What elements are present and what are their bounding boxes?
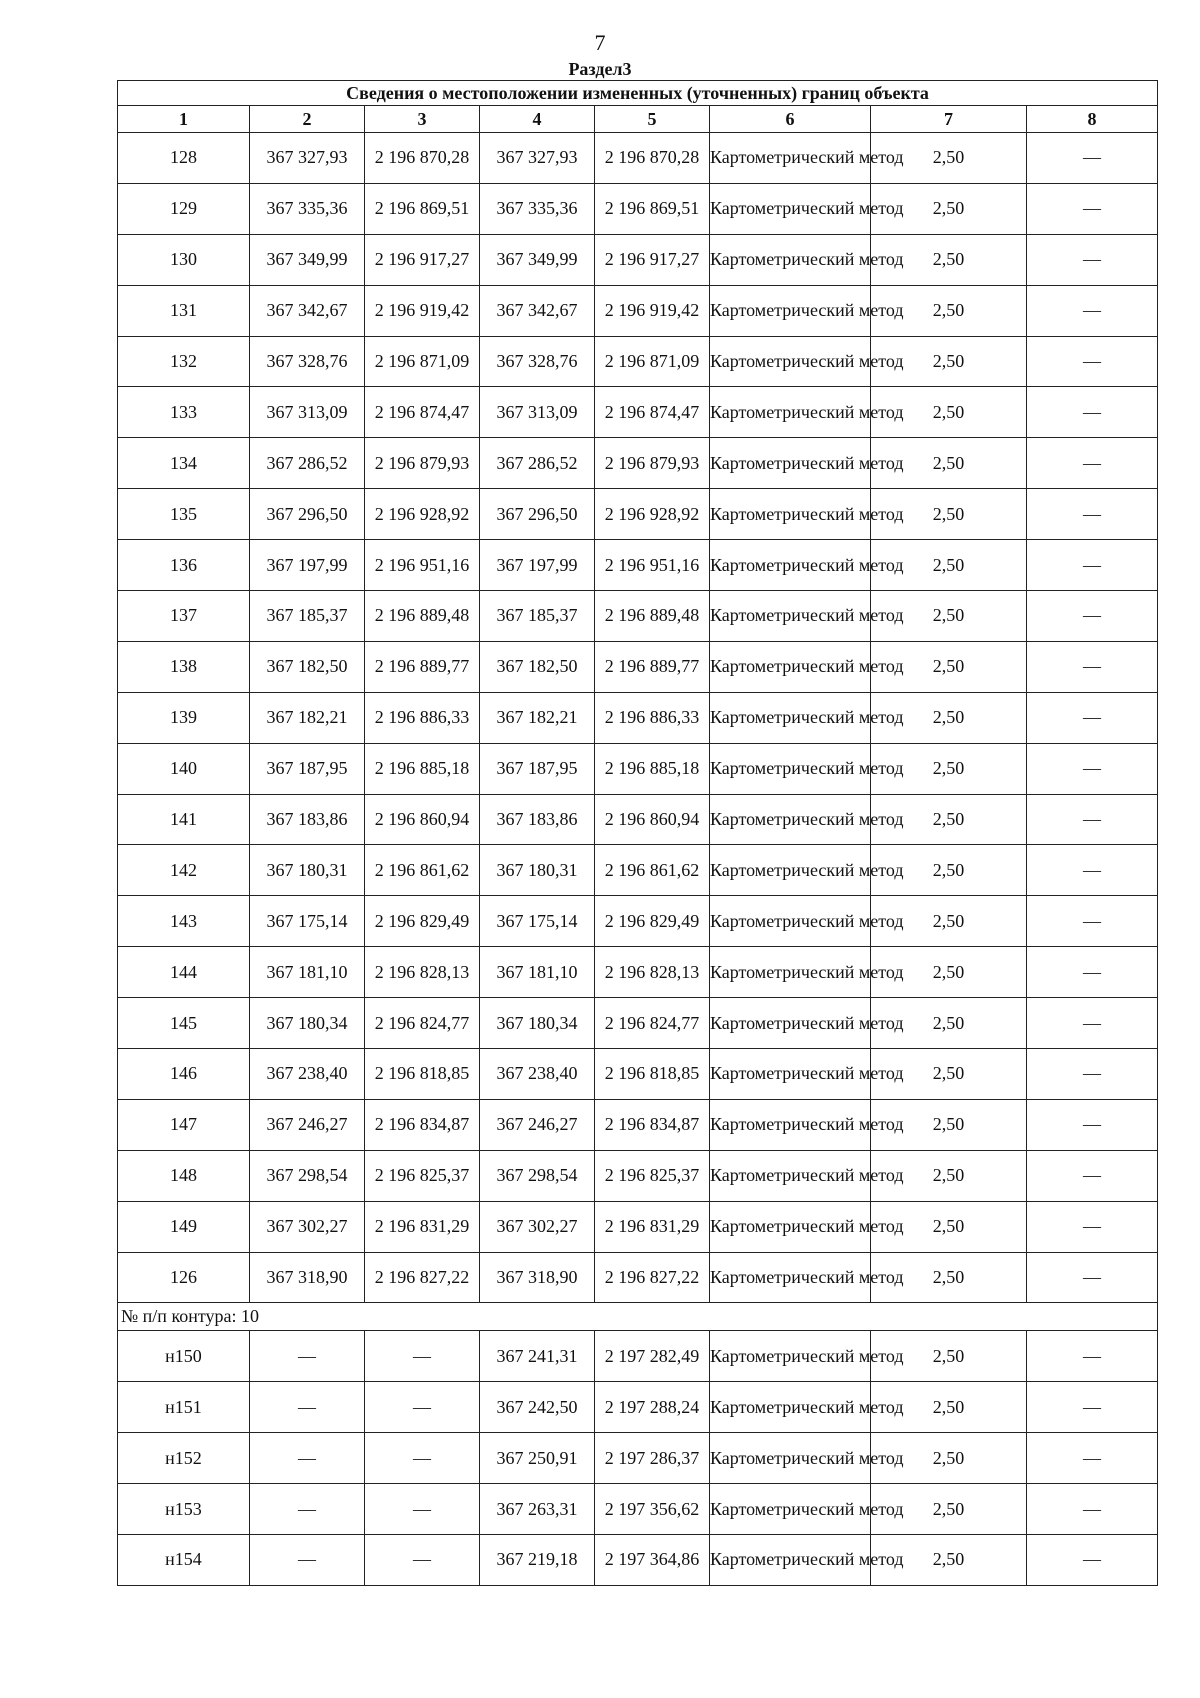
point-number-cell: 134 <box>118 438 250 489</box>
new-y-cell: 2 196 834,87 <box>595 1099 710 1150</box>
accuracy-cell: 2,50 <box>871 998 1027 1049</box>
description-cell: — <box>1027 1099 1158 1150</box>
method-cell: Картометрический метод <box>710 1049 871 1100</box>
table-row <box>118 1150 1158 1201</box>
table-row <box>118 1484 1158 1535</box>
description-cell: — <box>1027 794 1158 845</box>
description-cell: — <box>1027 285 1158 336</box>
point-number-cell: 141 <box>118 794 250 845</box>
new-x-cell: 367 328,76 <box>480 336 595 387</box>
description-cell: — <box>1027 387 1158 438</box>
point-number-cell: 136 <box>118 540 250 591</box>
existing-y-cell: 2 196 831,29 <box>365 1201 480 1252</box>
new-x-cell: 367 180,31 <box>480 845 595 896</box>
new-x-cell: 367 313,09 <box>480 387 595 438</box>
section-title: Раздел3 <box>568 59 632 79</box>
column-number: 5 <box>595 106 710 133</box>
accuracy-cell: 2,50 <box>871 692 1027 743</box>
description-cell: — <box>1027 743 1158 794</box>
existing-x-cell: 367 298,54 <box>250 1150 365 1201</box>
existing-x-cell: 367 349,99 <box>250 234 365 285</box>
existing-y-cell: — <box>365 1484 480 1535</box>
existing-x-cell: 367 296,50 <box>250 489 365 540</box>
new-x-cell: 367 181,10 <box>480 947 595 998</box>
existing-y-cell: 2 196 917,27 <box>365 234 480 285</box>
accuracy-cell: 2,50 <box>871 1049 1027 1100</box>
existing-x-cell: 367 180,31 <box>250 845 365 896</box>
point-number-cell: 147 <box>118 1099 250 1150</box>
new-y-cell: 2 196 889,77 <box>595 641 710 692</box>
new-x-cell: 367 286,52 <box>480 438 595 489</box>
new-y-cell: 2 196 829,49 <box>595 896 710 947</box>
existing-x-cell: 367 313,09 <box>250 387 365 438</box>
existing-x-cell: 367 185,37 <box>250 591 365 642</box>
new-y-cell: 2 196 879,93 <box>595 438 710 489</box>
method-cell: Картометрический метод <box>710 1331 871 1382</box>
existing-x-cell: 367 182,50 <box>250 641 365 692</box>
accuracy-cell: 2,50 <box>871 1252 1027 1303</box>
accuracy-cell: 2,50 <box>871 794 1027 845</box>
description-cell: — <box>1027 133 1158 184</box>
existing-y-cell: — <box>365 1433 480 1484</box>
existing-y-cell: 2 196 870,28 <box>365 133 480 184</box>
new-x-cell: 367 187,95 <box>480 743 595 794</box>
accuracy-cell: 2,50 <box>871 1433 1027 1484</box>
method-cell: Картометрический метод <box>710 947 871 998</box>
description-cell: — <box>1027 1382 1158 1433</box>
new-x-cell: 367 185,37 <box>480 591 595 642</box>
existing-x-cell: 367 183,86 <box>250 794 365 845</box>
description-cell: — <box>1027 947 1158 998</box>
new-x-cell: 367 241,31 <box>480 1331 595 1382</box>
existing-x-cell: 367 318,90 <box>250 1252 365 1303</box>
existing-y-cell: 2 196 828,13 <box>365 947 480 998</box>
existing-x-cell: 367 182,21 <box>250 692 365 743</box>
accuracy-cell: 2,50 <box>871 743 1027 794</box>
description-cell: — <box>1027 1049 1158 1100</box>
table-row <box>118 1382 1158 1433</box>
description-cell: — <box>1027 438 1158 489</box>
new-y-cell: 2 196 885,18 <box>595 743 710 794</box>
new-y-cell: 2 196 874,47 <box>595 387 710 438</box>
accuracy-cell: 2,50 <box>871 234 1027 285</box>
accuracy-cell: 2,50 <box>871 1150 1027 1201</box>
new-y-cell: 2 196 861,62 <box>595 845 710 896</box>
existing-y-cell: 2 196 871,09 <box>365 336 480 387</box>
description-cell: — <box>1027 183 1158 234</box>
new-y-cell: 2 196 831,29 <box>595 1201 710 1252</box>
method-cell: Картометрический метод <box>710 1484 871 1535</box>
existing-y-cell: 2 196 818,85 <box>365 1049 480 1100</box>
existing-y-cell: — <box>365 1331 480 1382</box>
existing-x-cell: 367 175,14 <box>250 896 365 947</box>
method-cell: Картометрический метод <box>710 489 871 540</box>
new-x-cell: 367 246,27 <box>480 1099 595 1150</box>
new-y-cell: 2 197 288,24 <box>595 1382 710 1433</box>
existing-x-cell: 367 187,95 <box>250 743 365 794</box>
point-number-cell: 137 <box>118 591 250 642</box>
point-number-cell: 146 <box>118 1049 250 1100</box>
accuracy-cell: 2,50 <box>871 896 1027 947</box>
accuracy-cell: 2,50 <box>871 489 1027 540</box>
existing-y-cell: 2 196 860,94 <box>365 794 480 845</box>
table-row <box>118 794 1158 845</box>
existing-y-cell: 2 196 824,77 <box>365 998 480 1049</box>
existing-x-cell: 367 327,93 <box>250 133 365 184</box>
method-cell: Картометрический метод <box>710 641 871 692</box>
new-y-cell: 2 196 928,92 <box>595 489 710 540</box>
method-cell: Картометрический метод <box>710 133 871 184</box>
table-row <box>118 692 1158 743</box>
accuracy-cell: 2,50 <box>871 183 1027 234</box>
column-number: 2 <box>250 106 365 133</box>
existing-y-cell: 2 196 889,77 <box>365 641 480 692</box>
method-cell: Картометрический метод <box>710 540 871 591</box>
existing-y-cell: 2 196 825,37 <box>365 1150 480 1201</box>
new-x-cell: 367 250,91 <box>480 1433 595 1484</box>
table-row <box>118 591 1158 642</box>
table-row <box>118 1252 1158 1303</box>
method-cell: Картометрический метод <box>710 1150 871 1201</box>
existing-y-cell: 2 196 879,93 <box>365 438 480 489</box>
existing-y-cell: — <box>365 1535 480 1586</box>
new-x-cell: 367 182,50 <box>480 641 595 692</box>
description-cell: — <box>1027 845 1158 896</box>
point-number-cell: н153 <box>118 1484 250 1535</box>
existing-y-cell: — <box>365 1382 480 1433</box>
method-cell: Картометрический метод <box>710 1201 871 1252</box>
point-number-cell: 144 <box>118 947 250 998</box>
accuracy-cell: 2,50 <box>871 641 1027 692</box>
method-cell: Картометрический метод <box>710 336 871 387</box>
table-row <box>118 183 1158 234</box>
column-number: 7 <box>871 106 1027 133</box>
point-number-cell: 148 <box>118 1150 250 1201</box>
table-row <box>118 336 1158 387</box>
existing-x-cell: 367 238,40 <box>250 1049 365 1100</box>
table-row <box>118 1049 1158 1100</box>
method-cell: Картометрический метод <box>710 1433 871 1484</box>
description-cell: — <box>1027 1331 1158 1382</box>
existing-x-cell: 367 342,67 <box>250 285 365 336</box>
new-x-cell: 367 298,54 <box>480 1150 595 1201</box>
description-cell: — <box>1027 1484 1158 1535</box>
accuracy-cell: 2,50 <box>871 438 1027 489</box>
new-y-cell: 2 197 282,49 <box>595 1331 710 1382</box>
method-cell: Картометрический метод <box>710 1382 871 1433</box>
new-x-cell: 367 263,31 <box>480 1484 595 1535</box>
new-x-cell: 367 197,99 <box>480 540 595 591</box>
existing-x-cell: 367 328,76 <box>250 336 365 387</box>
new-x-cell: 367 302,27 <box>480 1201 595 1252</box>
table-row <box>118 1535 1158 1586</box>
existing-x-cell: — <box>250 1535 365 1586</box>
table-row <box>118 743 1158 794</box>
table-row <box>118 1433 1158 1484</box>
new-x-cell: 367 327,93 <box>480 133 595 184</box>
point-number-cell: 132 <box>118 336 250 387</box>
table-row <box>118 387 1158 438</box>
column-number-row <box>118 106 1158 133</box>
accuracy-cell: 2,50 <box>871 336 1027 387</box>
new-y-cell: 2 197 364,86 <box>595 1535 710 1586</box>
column-number: 3 <box>365 106 480 133</box>
new-y-cell: 2 196 818,85 <box>595 1049 710 1100</box>
new-y-cell: 2 196 917,27 <box>595 234 710 285</box>
existing-x-cell: 367 246,27 <box>250 1099 365 1150</box>
table-row <box>118 285 1158 336</box>
method-cell: Картометрический метод <box>710 692 871 743</box>
existing-y-cell: 2 196 874,47 <box>365 387 480 438</box>
accuracy-cell: 2,50 <box>871 1331 1027 1382</box>
method-cell: Картометрический метод <box>710 845 871 896</box>
new-y-cell: 2 196 827,22 <box>595 1252 710 1303</box>
column-number: 8 <box>1027 106 1158 133</box>
description-cell: — <box>1027 1252 1158 1303</box>
table-row <box>118 438 1158 489</box>
new-y-cell: 2 196 889,48 <box>595 591 710 642</box>
existing-x-cell: 367 286,52 <box>250 438 365 489</box>
page-number: 7 <box>594 30 606 55</box>
description-cell: — <box>1027 540 1158 591</box>
description-cell: — <box>1027 1201 1158 1252</box>
accuracy-cell: 2,50 <box>871 133 1027 184</box>
method-cell: Картометрический метод <box>710 234 871 285</box>
description-cell: — <box>1027 1433 1158 1484</box>
new-y-cell: 2 196 860,94 <box>595 794 710 845</box>
point-number-cell: 139 <box>118 692 250 743</box>
new-x-cell: 367 242,50 <box>480 1382 595 1433</box>
new-y-cell: 2 196 825,37 <box>595 1150 710 1201</box>
description-cell: — <box>1027 1535 1158 1586</box>
method-cell: Картометрический метод <box>710 1099 871 1150</box>
contour-label: № п/п контура: 10 <box>118 1303 1158 1331</box>
point-number-cell: 131 <box>118 285 250 336</box>
new-x-cell: 367 349,99 <box>480 234 595 285</box>
point-number-cell: 128 <box>118 133 250 184</box>
accuracy-cell: 2,50 <box>871 285 1027 336</box>
point-number-cell: 138 <box>118 641 250 692</box>
boundary-coordinates-table <box>117 80 1158 1586</box>
point-number-cell: 140 <box>118 743 250 794</box>
accuracy-cell: 2,50 <box>871 947 1027 998</box>
existing-y-cell: 2 196 951,16 <box>365 540 480 591</box>
method-cell: Картометрический метод <box>710 1252 871 1303</box>
description-cell: — <box>1027 336 1158 387</box>
table-row <box>118 845 1158 896</box>
new-x-cell: 367 238,40 <box>480 1049 595 1100</box>
existing-y-cell: 2 196 889,48 <box>365 591 480 642</box>
description-cell: — <box>1027 1150 1158 1201</box>
table-body <box>118 133 1158 1586</box>
method-cell: Картометрический метод <box>710 998 871 1049</box>
column-number: 1 <box>118 106 250 133</box>
table-row <box>118 947 1158 998</box>
accuracy-cell: 2,50 <box>871 1382 1027 1433</box>
table-row <box>118 998 1158 1049</box>
new-x-cell: 367 296,50 <box>480 489 595 540</box>
point-number-cell: н154 <box>118 1535 250 1586</box>
column-number: 6 <box>710 106 871 133</box>
existing-x-cell: — <box>250 1484 365 1535</box>
accuracy-cell: 2,50 <box>871 845 1027 896</box>
point-number-cell: 126 <box>118 1252 250 1303</box>
point-number-cell: 149 <box>118 1201 250 1252</box>
accuracy-cell: 2,50 <box>871 387 1027 438</box>
point-number-cell: н152 <box>118 1433 250 1484</box>
new-y-cell: 2 197 286,37 <box>595 1433 710 1484</box>
description-cell: — <box>1027 998 1158 1049</box>
existing-y-cell: 2 196 885,18 <box>365 743 480 794</box>
existing-x-cell: 367 181,10 <box>250 947 365 998</box>
accuracy-cell: 2,50 <box>871 1201 1027 1252</box>
description-cell: — <box>1027 692 1158 743</box>
existing-x-cell: — <box>250 1433 365 1484</box>
new-x-cell: 367 175,14 <box>480 896 595 947</box>
new-x-cell: 367 180,34 <box>480 998 595 1049</box>
new-x-cell: 367 318,90 <box>480 1252 595 1303</box>
existing-y-cell: 2 196 861,62 <box>365 845 480 896</box>
table-caption: Сведения о местоположении измененных (уточненных) границ объекта <box>118 81 1158 106</box>
point-number-cell: 130 <box>118 234 250 285</box>
method-cell: Картометрический метод <box>710 591 871 642</box>
method-cell: Картометрический метод <box>710 183 871 234</box>
existing-x-cell: 367 180,34 <box>250 998 365 1049</box>
existing-x-cell: 367 302,27 <box>250 1201 365 1252</box>
new-y-cell: 2 196 824,77 <box>595 998 710 1049</box>
existing-y-cell: 2 196 919,42 <box>365 285 480 336</box>
point-number-cell: 142 <box>118 845 250 896</box>
method-cell: Картометрический метод <box>710 1535 871 1586</box>
new-x-cell: 367 182,21 <box>480 692 595 743</box>
contour-label-row <box>118 1303 1158 1331</box>
table-row <box>118 1201 1158 1252</box>
existing-y-cell: 2 196 834,87 <box>365 1099 480 1150</box>
point-number-cell: н151 <box>118 1382 250 1433</box>
table-row <box>118 1331 1158 1382</box>
existing-y-cell: 2 196 886,33 <box>365 692 480 743</box>
existing-x-cell: — <box>250 1382 365 1433</box>
point-number-cell: 133 <box>118 387 250 438</box>
point-number-cell: н150 <box>118 1331 250 1382</box>
method-cell: Картометрический метод <box>710 743 871 794</box>
new-y-cell: 2 196 869,51 <box>595 183 710 234</box>
table-row <box>118 489 1158 540</box>
description-cell: — <box>1027 896 1158 947</box>
method-cell: Картометрический метод <box>710 896 871 947</box>
method-cell: Картометрический метод <box>710 794 871 845</box>
point-number-cell: 143 <box>118 896 250 947</box>
method-cell: Картометрический метод <box>710 387 871 438</box>
description-cell: — <box>1027 591 1158 642</box>
accuracy-cell: 2,50 <box>871 540 1027 591</box>
description-cell: — <box>1027 641 1158 692</box>
new-x-cell: 367 335,36 <box>480 183 595 234</box>
column-number: 4 <box>480 106 595 133</box>
new-y-cell: 2 196 870,28 <box>595 133 710 184</box>
new-y-cell: 2 196 828,13 <box>595 947 710 998</box>
method-cell: Картометрический метод <box>710 438 871 489</box>
new-y-cell: 2 196 886,33 <box>595 692 710 743</box>
table-row <box>118 540 1158 591</box>
new-y-cell: 2 197 356,62 <box>595 1484 710 1535</box>
existing-y-cell: 2 196 928,92 <box>365 489 480 540</box>
new-y-cell: 2 196 871,09 <box>595 336 710 387</box>
table-row <box>118 641 1158 692</box>
new-x-cell: 367 183,86 <box>480 794 595 845</box>
existing-x-cell: 367 197,99 <box>250 540 365 591</box>
existing-x-cell: — <box>250 1331 365 1382</box>
new-y-cell: 2 196 919,42 <box>595 285 710 336</box>
method-cell: Картометрический метод <box>710 285 871 336</box>
new-x-cell: 367 342,67 <box>480 285 595 336</box>
table-row <box>118 133 1158 184</box>
description-cell: — <box>1027 489 1158 540</box>
accuracy-cell: 2,50 <box>871 591 1027 642</box>
new-x-cell: 367 219,18 <box>480 1535 595 1586</box>
point-number-cell: 129 <box>118 183 250 234</box>
point-number-cell: 135 <box>118 489 250 540</box>
accuracy-cell: 2,50 <box>871 1099 1027 1150</box>
existing-y-cell: 2 196 827,22 <box>365 1252 480 1303</box>
accuracy-cell: 2,50 <box>871 1535 1027 1586</box>
description-cell: — <box>1027 234 1158 285</box>
point-number-cell: 145 <box>118 998 250 1049</box>
table-row <box>118 1099 1158 1150</box>
existing-y-cell: 2 196 829,49 <box>365 896 480 947</box>
accuracy-cell: 2,50 <box>871 1484 1027 1535</box>
existing-x-cell: 367 335,36 <box>250 183 365 234</box>
existing-y-cell: 2 196 869,51 <box>365 183 480 234</box>
table-row <box>118 896 1158 947</box>
table-row <box>118 234 1158 285</box>
new-y-cell: 2 196 951,16 <box>595 540 710 591</box>
